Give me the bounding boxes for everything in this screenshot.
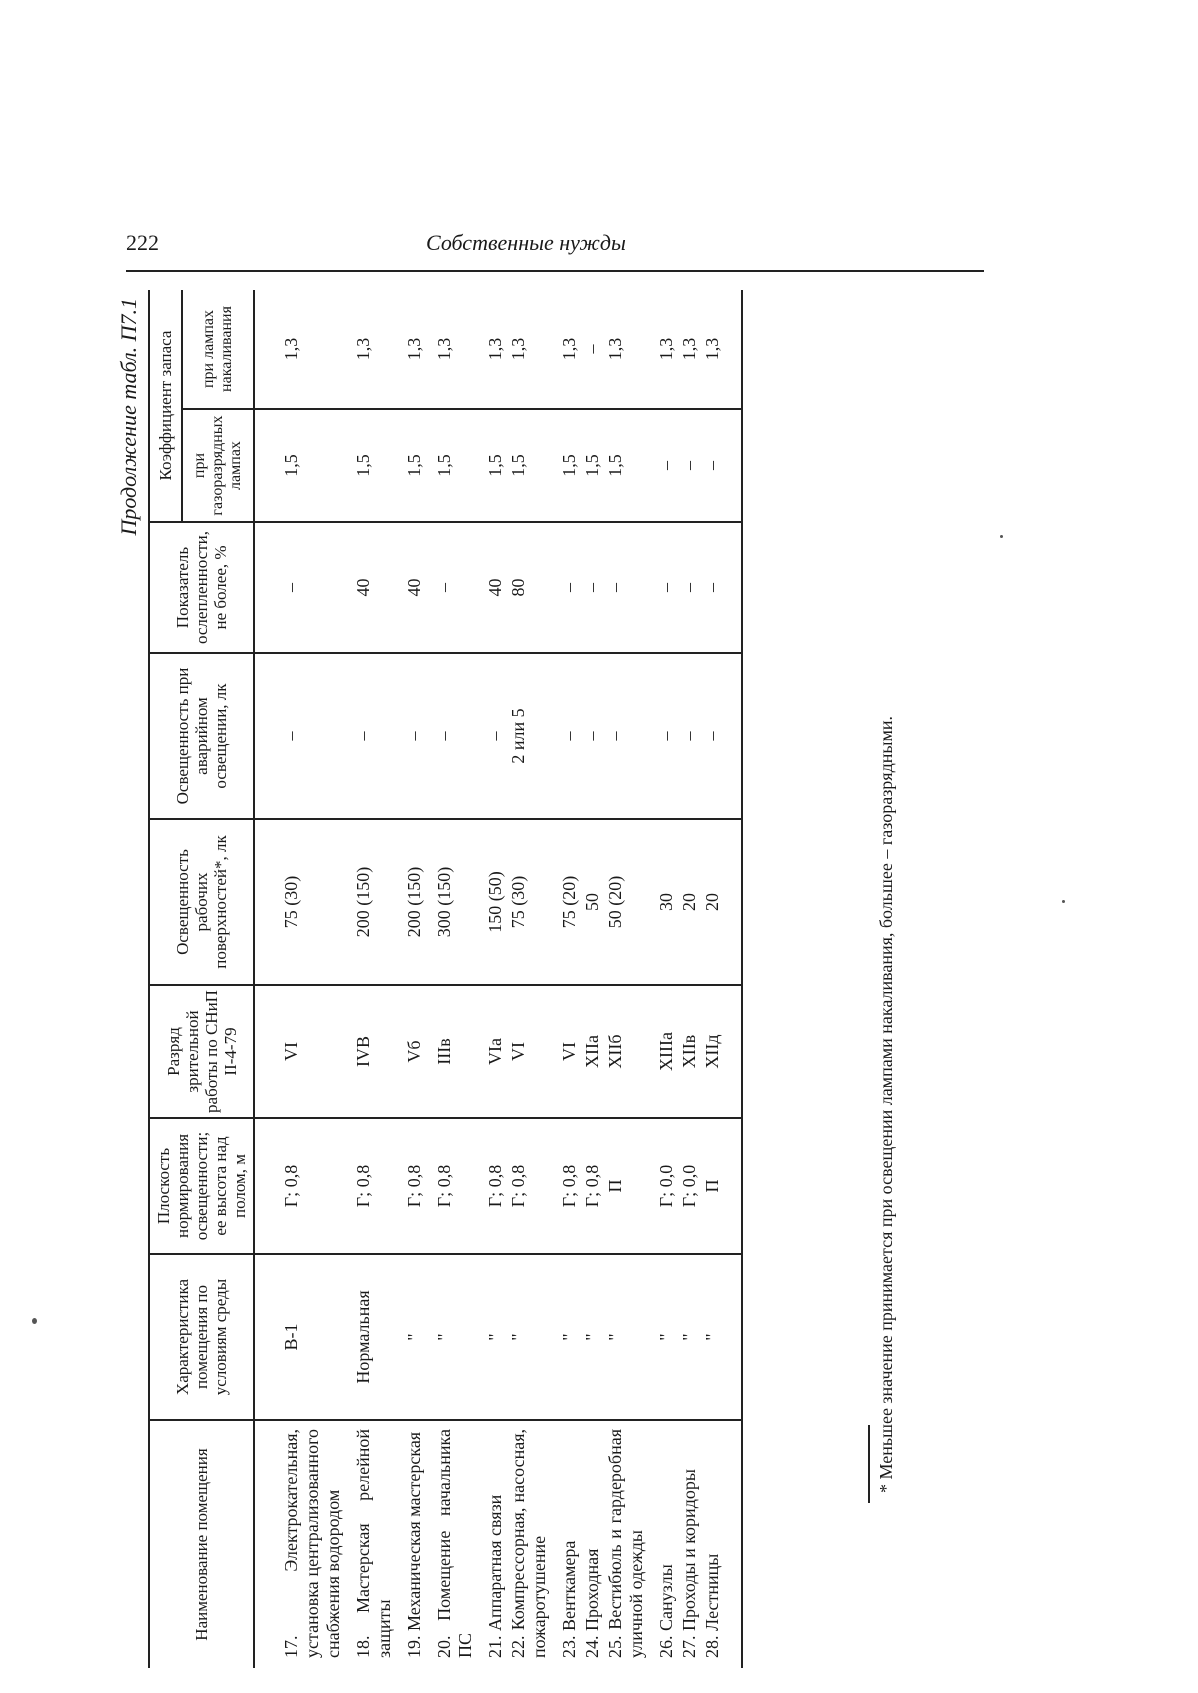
table-row <box>396 290 426 1668</box>
cell-glare: 80 <box>507 522 551 653</box>
cell-illuminance: 75 (30) <box>507 819 551 985</box>
cell-emergency: – <box>426 653 477 819</box>
header-illuminance: Освещенность рабочих поверхностей*, лк <box>149 819 254 985</box>
cell-env: " <box>648 1254 678 1420</box>
cell-category: VI <box>254 985 345 1118</box>
scan-speck <box>1000 535 1003 538</box>
cell-reserve-incand: 1,3 <box>345 290 396 409</box>
cell-plane: П <box>604 1118 648 1254</box>
cell-reserve-incand: – <box>581 290 604 409</box>
cell-reserve-gas: – <box>701 409 742 522</box>
table-row <box>678 290 701 1668</box>
cell-illuminance: 300 (150) <box>426 819 477 985</box>
cell-name: 22. Компрессорная, насосная, пожаротушение <box>507 1420 551 1668</box>
table-row <box>426 290 477 1668</box>
lighting-norms-table <box>148 290 743 1668</box>
cell-reserve-gas: 1,5 <box>254 409 345 522</box>
running-title: Собственные нужды <box>426 230 626 255</box>
page-header <box>126 228 984 272</box>
cell-glare: – <box>701 522 742 653</box>
cell-emergency: – <box>678 653 701 819</box>
cell-illuminance: 20 <box>701 819 742 985</box>
cell-illuminance: 150 (50) <box>477 819 507 985</box>
cell-plane: Г; 0,0 <box>648 1118 678 1254</box>
cell-plane: П <box>701 1118 742 1254</box>
cell-env: " <box>477 1254 507 1420</box>
cell-category: IIIв <box>426 985 477 1118</box>
cell-name: 20. Помещение начальника ПС <box>426 1420 477 1668</box>
table-row <box>507 290 551 1668</box>
cell-glare: 40 <box>396 522 426 653</box>
cell-category: XIIб <box>604 985 648 1118</box>
header-characteristic: Характеристика помещения по условиям среды <box>149 1254 254 1420</box>
cell-name: 27. Проходы и коридоры <box>678 1420 701 1668</box>
cell-category: Vб <box>396 985 426 1118</box>
cell-name: 17. Электрокательная, установка централизованного снабжения водородом <box>254 1420 345 1668</box>
cell-category: XIIд <box>701 985 742 1118</box>
cell-name: 18. Мастерская релейной защиты <box>345 1420 396 1668</box>
header-reserve-gas: при газоразрядных лампах <box>182 409 254 522</box>
cell-glare: – <box>604 522 648 653</box>
cell-reserve-gas: – <box>678 409 701 522</box>
cell-emergency: – <box>604 653 648 819</box>
cell-reserve-incand: 1,3 <box>396 290 426 409</box>
cell-reserve-incand: 1,3 <box>701 290 742 409</box>
cell-illuminance: 200 (150) <box>345 819 396 985</box>
cell-plane: Г; 0,8 <box>477 1118 507 1254</box>
cell-emergency: 2 или 5 <box>507 653 551 819</box>
cell-category: VI <box>551 985 581 1118</box>
cell-name: 25. Вестибюль и гардеробная уличной одежды <box>604 1420 648 1668</box>
cell-illuminance: 50 (20) <box>604 819 648 985</box>
footnote: * Меньшее значение принимается при освещении лампами накаливания, большее – газоразрядными. <box>876 716 896 1493</box>
cell-category: XIIа <box>581 985 604 1118</box>
cell-reserve-gas: 1,5 <box>345 409 396 522</box>
cell-emergency: – <box>254 653 345 819</box>
cell-name: 23. Венткамера <box>551 1420 581 1668</box>
cell-plane: Г; 0,8 <box>551 1118 581 1254</box>
header-reserve-incand: при лампах накаливания <box>182 290 254 409</box>
cell-plane: Г; 0,8 <box>581 1118 604 1254</box>
cell-plane: Г; 0,0 <box>678 1118 701 1254</box>
cell-plane: Г; 0,8 <box>345 1118 396 1254</box>
table-row <box>648 290 678 1668</box>
header-reserve: Коэффициент запаса <box>149 290 182 522</box>
cell-glare: 40 <box>477 522 507 653</box>
cell-name: 24. Проходная <box>581 1420 604 1668</box>
cell-reserve-gas: 1,5 <box>477 409 507 522</box>
cell-glare: – <box>581 522 604 653</box>
cell-category: XIIв <box>678 985 701 1118</box>
table-row <box>551 290 581 1668</box>
cell-env: " <box>507 1254 551 1420</box>
scan-speck <box>32 1318 37 1324</box>
cell-emergency: – <box>345 653 396 819</box>
cell-illuminance: 75 (30) <box>254 819 345 985</box>
cell-reserve-gas: 1,5 <box>604 409 648 522</box>
rotated-table-block <box>116 290 988 1668</box>
cell-reserve-gas: 1,5 <box>426 409 477 522</box>
header-name: Наименование помещения <box>149 1420 254 1668</box>
cell-env: " <box>678 1254 701 1420</box>
table-row <box>477 290 507 1668</box>
cell-reserve-gas: 1,5 <box>507 409 551 522</box>
scan-speck <box>1062 900 1065 903</box>
cell-env: " <box>551 1254 581 1420</box>
cell-reserve-incand: 1,3 <box>477 290 507 409</box>
cell-env: " <box>604 1254 648 1420</box>
header-plane: Плоскость нормирования освещенности; ее высота над полом, м <box>149 1118 254 1254</box>
cell-category: XIIIа <box>648 985 678 1118</box>
cell-emergency: – <box>477 653 507 819</box>
cell-emergency: – <box>701 653 742 819</box>
cell-glare: – <box>551 522 581 653</box>
cell-reserve-incand: 1,3 <box>507 290 551 409</box>
table-row <box>345 290 396 1668</box>
cell-name: 21. Аппаратная связи <box>477 1420 507 1668</box>
table-row <box>701 290 742 1668</box>
cell-reserve-gas: 1,5 <box>581 409 604 522</box>
cell-emergency: – <box>648 653 678 819</box>
cell-illuminance: 50 <box>581 819 604 985</box>
cell-plane: Г; 0,8 <box>254 1118 345 1254</box>
cell-env: " <box>396 1254 426 1420</box>
cell-emergency: – <box>396 653 426 819</box>
cell-illuminance: 30 <box>648 819 678 985</box>
table-continuation-label: Продолжение табл. П7.1 <box>116 298 141 536</box>
cell-reserve-gas: – <box>648 409 678 522</box>
cell-plane: Г; 0,8 <box>507 1118 551 1254</box>
cell-reserve-gas: 1,5 <box>551 409 581 522</box>
cell-illuminance: 200 (150) <box>396 819 426 985</box>
cell-glare: 40 <box>345 522 396 653</box>
cell-category: VI <box>507 985 551 1118</box>
cell-reserve-incand: 1,3 <box>551 290 581 409</box>
table-row <box>254 290 345 1668</box>
table-row <box>581 290 604 1668</box>
cell-plane: Г; 0,8 <box>426 1118 477 1254</box>
cell-illuminance: 75 (20) <box>551 819 581 985</box>
header-glare: Показатель ослепленности, не более, % <box>149 522 254 653</box>
cell-env: Нормальная <box>345 1254 396 1420</box>
cell-glare: – <box>648 522 678 653</box>
cell-category: VIа <box>477 985 507 1118</box>
cell-reserve-incand: 1,3 <box>648 290 678 409</box>
cell-illuminance: 20 <box>678 819 701 985</box>
cell-env: В-1 <box>254 1254 345 1420</box>
cell-emergency: – <box>581 653 604 819</box>
cell-reserve-gas: 1,5 <box>396 409 426 522</box>
cell-reserve-incand: 1,3 <box>254 290 345 409</box>
cell-reserve-incand: 1,3 <box>678 290 701 409</box>
cell-env: " <box>701 1254 742 1420</box>
cell-env: " <box>581 1254 604 1420</box>
cell-glare: – <box>426 522 477 653</box>
cell-category: IVВ <box>345 985 396 1118</box>
table-header <box>149 290 254 1668</box>
cell-plane: Г; 0,8 <box>396 1118 426 1254</box>
table-body <box>254 290 742 1668</box>
cell-env: " <box>426 1254 477 1420</box>
cell-name: 19. Механическая мастерская <box>396 1420 426 1668</box>
cell-reserve-incand: 1,3 <box>426 290 477 409</box>
header-category: Разряд зрительной работы по СНиП II-4-79 <box>149 985 254 1118</box>
cell-glare: – <box>254 522 345 653</box>
table-row <box>604 290 648 1668</box>
cell-emergency: – <box>551 653 581 819</box>
page-number: 222 <box>126 230 159 255</box>
cell-name: 26. Санузлы <box>648 1420 678 1668</box>
header-emergency: Освещенность при аварийном освещении, лк <box>149 653 254 819</box>
cell-reserve-incand: 1,3 <box>604 290 648 409</box>
cell-name: 28. Лестницы <box>701 1420 742 1668</box>
cell-glare: – <box>678 522 701 653</box>
